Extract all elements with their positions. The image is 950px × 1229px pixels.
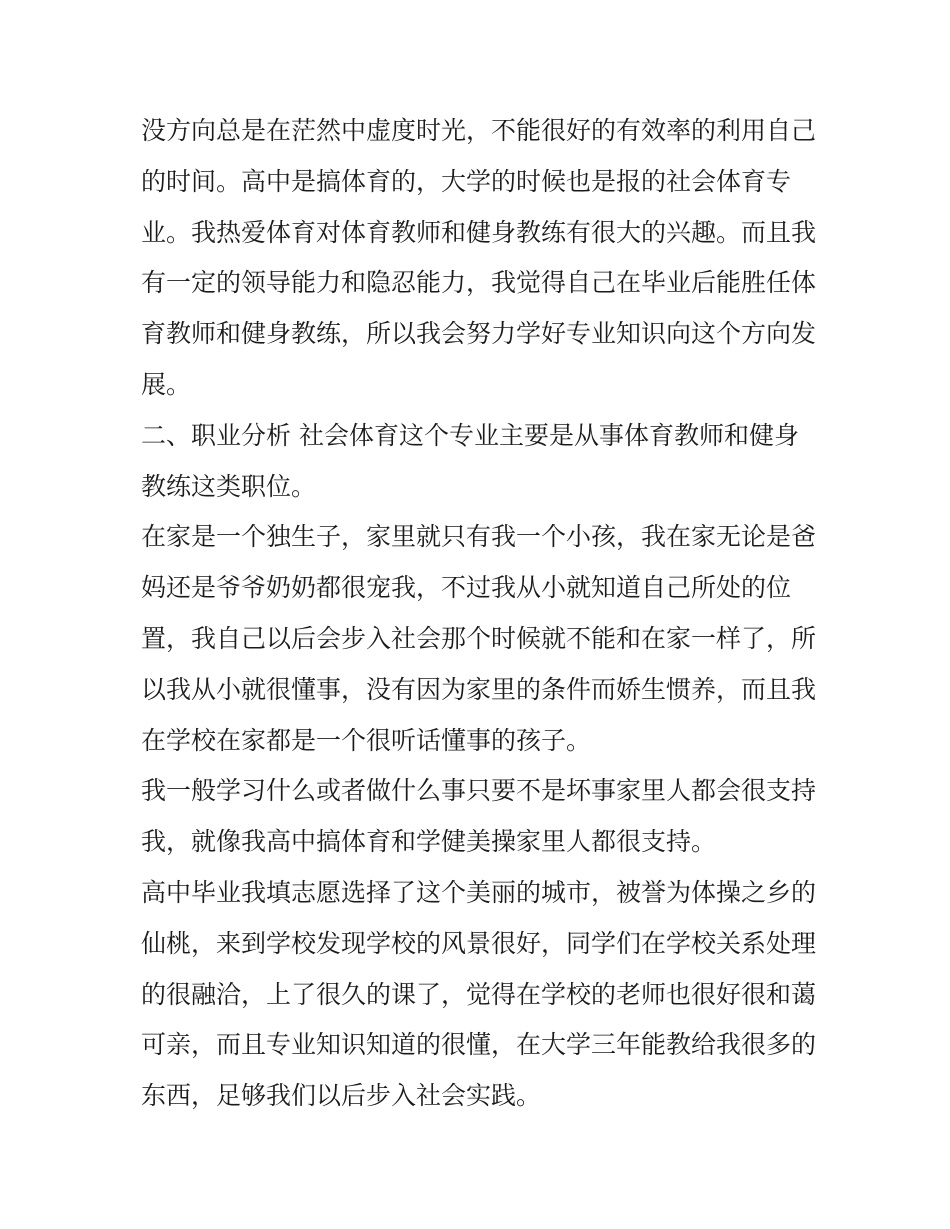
text-line: 妈还是爷爷奶奶都很宠我，不过我从小就知道自己所处的位 <box>141 573 792 603</box>
text-line: 教练这类职位。 <box>141 471 317 501</box>
text-line: 在学校在家都是一个很听话懂事的孩子。 <box>141 725 592 755</box>
text-line: 在家是一个独生子，家里就只有我一个小孩，我在家无论是爸 <box>141 522 817 552</box>
text-line: 的时间。高中是搞体育的，大学的时候也是报的社会体育专 <box>141 166 792 196</box>
text-line: 可亲，而且专业知识知道的很懂，在大学三年能教给我很多的 <box>141 1030 817 1060</box>
text-line: 高中毕业我填志愿选择了这个美丽的城市，被誉为体操之乡的 <box>141 877 817 907</box>
text-line: 育教师和健身教练，所以我会努力学好专业知识向这个方向发 <box>141 319 817 349</box>
text-line: 有一定的领导能力和隐忍能力，我觉得自己在毕业后能胜任体 <box>141 268 817 298</box>
text-line: 以我从小就很懂事，没有因为家里的条件而娇生惯养，而且我 <box>141 674 817 704</box>
text-line: 的很融洽，上了很久的课了，觉得在学校的老师也很好很和蔼 <box>141 979 817 1009</box>
text-line: 我，就像我高中搞体育和学健美操家里人都很支持。 <box>141 827 717 857</box>
text-line: 业。我热爱体育对体育教师和健身教练有很大的兴趣。而且我 <box>141 217 817 247</box>
text-line: 展。 <box>141 369 192 399</box>
text-line: 东西，足够我们以后步入社会实践。 <box>141 1081 542 1111</box>
text-line: 仙桃，来到学校发现学校的风景很好，同学们在学校关系处理 <box>141 928 817 958</box>
text-line: 我一般学习什么或者做什么事只要不是坏事家里人都会很支持 <box>141 776 817 806</box>
body-text <box>141 106 821 1122</box>
text-line: 置，我自己以后会步入社会那个时候就不能和在家一样了，所 <box>141 623 817 653</box>
text-line: 没方向总是在茫然中虚度时光，不能很好的有效率的利用自己 <box>141 116 817 145</box>
section-heading-line: 二、职业分析 社会体育这个专业主要是从事体育教师和健身 <box>141 420 799 450</box>
